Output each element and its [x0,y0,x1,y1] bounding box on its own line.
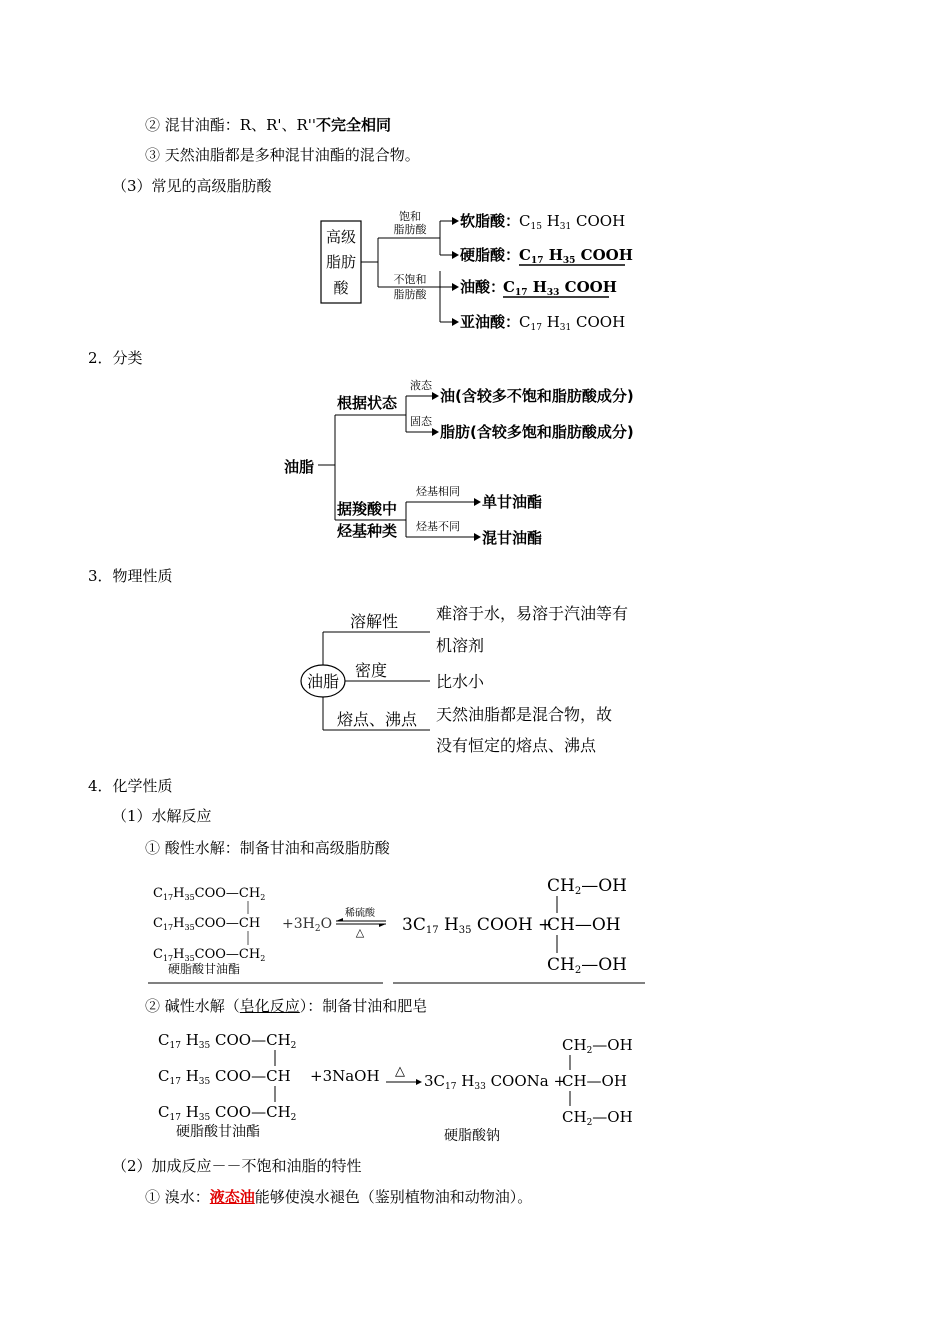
oleic-acid-formula: $C_{17}$ $H_{33}$ COOH [503,278,617,298]
base-item-prefix: ② 碱性水解（ [145,997,240,1015]
unsaturated-label-2: 脂肪酸 [393,288,427,301]
natural-oil-item: ③ 天然油脂都是多种混甘油酯的混合物。 [145,146,420,164]
classification-heading: 2．分类 [88,349,143,367]
linoleic-acid-name: 亚油酸： [460,313,521,331]
solubility-desc-2: 机溶剂 [436,636,485,655]
stearic-acid-formula: $C_{17}$ $H_{35}$ COOH [519,246,633,266]
acid-heat-symbol: △ [355,926,365,939]
base-glycerol-row-3: $CH_2—OH$ [562,1108,633,1128]
box-line-1: 高级 [325,228,357,246]
density-label: 密度 [355,661,388,680]
common-fatty-acids-heading: （3）常见的高级脂肪酸 [112,177,272,195]
bromine-water-item [145,1187,532,1207]
oleic-acid-name: 油酸： [460,278,506,296]
base-glycerol-row-1: $CH_2—OH$ [562,1036,633,1056]
saturated-label-2: 脂肪酸 [393,223,427,236]
base-glycerol-row-2: CH—OH [562,1072,627,1090]
acid-glycerol-row-3: CH2—OH [547,955,627,976]
base-product: $3C_{17}$ $H_{33}$ COONa + [424,1072,567,1092]
bromine-suffix: 能够使溴水褪色（鉴别植物油和动物油）。 [254,1188,533,1206]
base-ester-name: 硬脂酸甘油酯 [176,1124,260,1140]
liquid-label: 液态 [410,379,432,392]
base-ester-row-1: $C_{17}$ $H_{35}$ $COO—CH_2$ [158,1031,297,1051]
base-reagent: +3NaOH [310,1067,380,1085]
melting-boiling-label: 熔点、沸点 [337,710,418,729]
physical-root: 油脂 [306,672,340,691]
mixed-glyceride-text: ② 混甘油酯：R、R'、R'' [145,116,317,134]
stearic-acid-name: 硬脂酸： [460,246,521,264]
addition-heading: （2）加成反应－－不饱和油脂的特性 [112,1157,362,1175]
melting-desc-2: 没有恒定的熔点、沸点 [436,736,597,755]
classification-root: 油脂 [284,458,315,476]
liquid-oil-highlight: 液态油 [209,1188,255,1206]
saponification-term: 皂化反应 [239,997,300,1015]
sodium-stearate-name: 硬脂酸钠 [444,1128,500,1144]
chemical-properties-heading: 4．化学性质 [88,777,173,795]
fat-result: 脂肪(含较多饱和脂肪酸成分) [440,423,634,441]
density-desc: 比水小 [436,672,485,691]
physical-properties-heading: 3．物理性质 [88,567,173,585]
bromine-prefix: ① 溴水： [145,1188,210,1206]
hydrolysis-heading: （1）水解反应 [112,807,212,825]
acid-reagent: $+3H_2O$ [282,916,333,934]
palmitic-acid-formula: $C_{15}$ $H_{31}$ COOH [519,212,626,232]
acid-ester-row-3: $C_{17}H_{35}COO—CH_2$ [153,947,266,963]
by-acid-label-2: 烃基种类 [337,522,398,540]
acid-ester-name: 硬脂酸甘油酯 [168,962,241,976]
saturated-label-1: 饱和 [399,210,421,223]
base-ester-row-3: $C_{17}$ $H_{35}$ $COO—CH_2$ [158,1103,297,1123]
base-ester-row-2: $C_{17}$ $H_{35}$ COO—CH [158,1067,291,1087]
acid-product: 3C17 H35 COOH + [402,915,553,936]
box-line-3: 酸 [333,279,349,297]
acid-catalyst: 稀硫酸 [345,908,375,919]
acid-ester-row-1: $C_{17}H_{35}COO—CH_2$ [153,886,266,902]
base-item-suffix: ）：制备甘油和肥皂 [299,997,428,1015]
acid-ester-row-2: $C_{17}H_{35}COO—CH$ [153,916,261,932]
acid-hydrolysis-item: ① 酸性水解：制备甘油和高级脂肪酸 [145,839,390,857]
mixed-glyceride-result: 混甘油酯 [482,529,543,547]
acid-glycerol-row-2: CH—OH [547,915,621,935]
diff-hydrocarbon-label: 烃基不同 [416,520,460,533]
acid-glycerol-row-1: CH2—OH [547,876,627,897]
solid-label: 固态 [410,415,432,428]
simple-glyceride-result: 单甘油酯 [482,493,543,511]
unsaturated-label-1: 不饱和 [393,273,427,286]
oil-result: 油(含较多不饱和脂肪酸成分) [440,387,634,405]
solubility-label: 溶解性 [350,612,399,631]
same-hydrocarbon-label: 烃基相同 [416,485,460,498]
by-state-label: 根据状态 [337,394,398,412]
solubility-desc-1: 难溶于水，易溶于汽油等有 [436,604,629,623]
melting-desc-1: 天然油脂都是混合物，故 [436,705,613,724]
box-line-2: 脂肪 [325,253,357,271]
palmitic-acid-name: 软脂酸： [460,212,521,230]
mixed-glyceride-bold: 不完全相同 [316,116,392,134]
by-acid-label-1: 据羧酸中 [337,500,398,518]
base-heat-symbol: △ [395,1064,405,1079]
linoleic-acid-formula: $C_{17}$ $H_{31}$ COOH [519,313,626,333]
